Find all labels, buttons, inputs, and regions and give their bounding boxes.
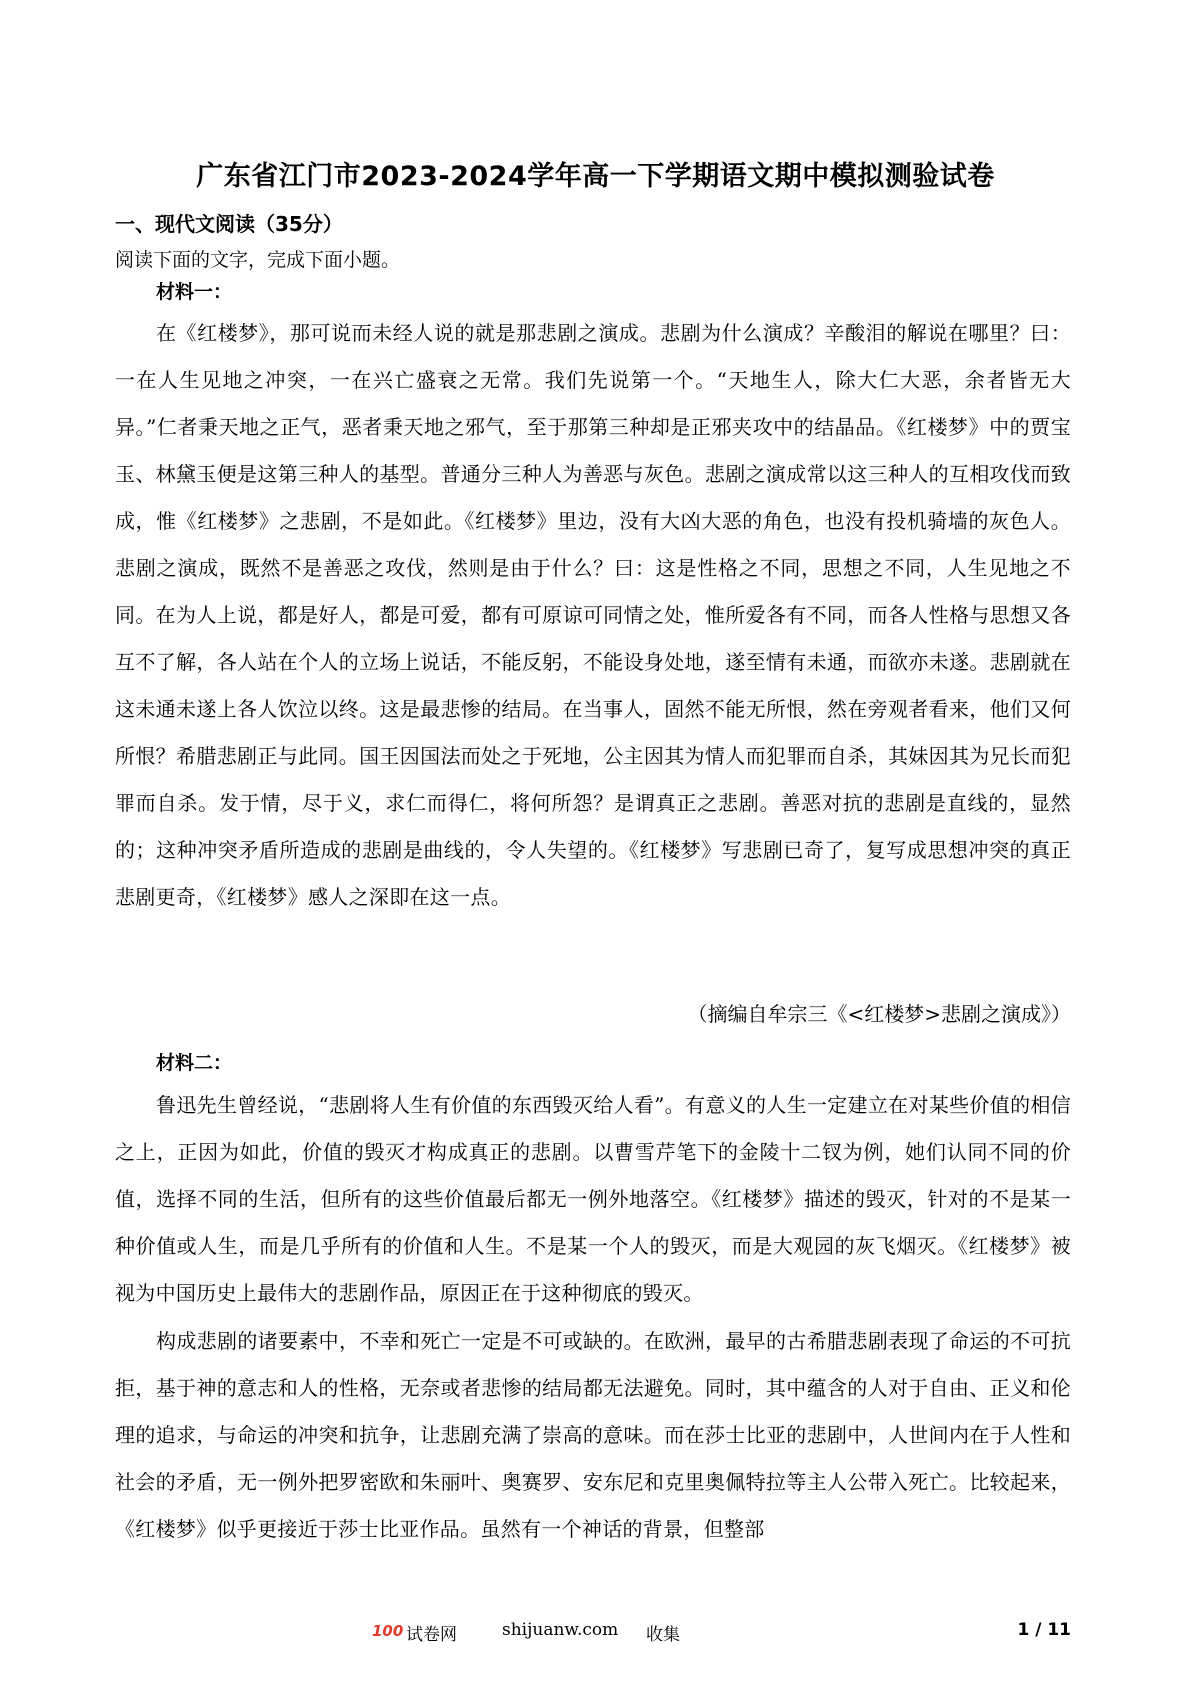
- material-one-citation: （摘编自牟宗三《<红楼梦>悲剧之演成》）: [687, 1002, 1071, 1026]
- footer-url-link[interactable]: shijuanw.com: [502, 1620, 619, 1640]
- page-footer: [0, 1618, 1191, 1648]
- material-one-label: 材料一：: [156, 281, 233, 303]
- reading-instruction: 阅读下面的文字，完成下面小题。: [115, 249, 401, 271]
- page-number: 1 / 11: [1017, 1620, 1071, 1640]
- site-logo-icon: 100: [372, 1622, 404, 1640]
- material-two-label: 材料二：: [156, 1052, 233, 1074]
- page-title: 广东省江门市2023-2024学年高一下学期语文期中模拟测验试卷: [196, 161, 995, 192]
- section-heading: 一、现代文阅读（35分）: [115, 212, 343, 236]
- footer-site-name[interactable]: 试卷网: [406, 1625, 457, 1645]
- material-two-paragraph-2: 构成悲剧的诸要素中，不幸和死亡一定是不可或缺的。在欧洲，最早的古希腊悲剧表现了命运的不可抗拒，基于神的意志和人的性格，无奈或者悲惨的结局都无法避免。同时，其中蕴含的人对于自由、正义和伦理的追求，与命运的冲突和抗争，让悲剧充满了崇高的意味。而在莎士比亚的悲剧中，人世间内在于人性和社会的矛盾，无一例外把罗密欧和朱丽叶、奥赛罗、安东尼和克里奥佩特拉等主人公带入死亡。比较起来，《红楼梦》似乎更接近于莎士比亚作品。虽然有一个神话的背景，但整部: [115, 1329, 1071, 1541]
- material-one-paragraph: 在《红楼梦》，那可说而未经人说的就是那悲剧之演成。悲剧为什么演成？辛酸泪的解说在哪里？曰：一在人生见地之冲突，一在兴亡盛衰之无常。我们先说第一个。“天地生人，除大仁大恶，余者皆无大异。”仁者秉天地之正气，恶者秉天地之邪气，至于那第三种却是正邪夹攻中的结晶品。《红楼梦》中的贾宝玉、林黛玉便是这第三种人的基型。普通分三种人为善恶与灰色。悲剧之演成常以这三种人的互相攻伐而致成，惟《红楼梦》之悲剧，不是如此。《红楼梦》里边，没有大凶大恶的角色，也没有投机骑墙的灰色人。悲剧之演成，既然不是善恶之攻伐，然则是由于什么？曰：这是性格之不同，思想之不同，人生见地之不同。在为人上说，都是好人，都是可爱，都有可原谅可同情之处，惟所爱各有不同，而各人性格与思想又各互不了解，各人站在个人的立场上说话，不能反躬，不能设身处地，遂至情有未通，而欲亦未遂。悲剧就在这未通未遂上各人饮泣以终。这是最悲惨的结局。在当事人，固然不能无所恨，然在旁观者看来，他们又何所恨？希腊悲剧正与此同。国王因国法而处之于死地，公主因其为情人而犯罪而自杀，其妹因其为兄长而犯罪而自杀。发于情，尽于义，求仁而得仁，将何所怨？是谓真正之悲剧。善恶对抗的悲剧是直线的，显然的；这种冲突矛盾所造成的悲剧是曲线的，令人失望的。《红楼梦》写悲剧已奇了，复写成思想冲突的真正悲剧更奇，《红楼梦》感人之深即在这一点。: [115, 321, 1071, 909]
- footer-collect-text: 收集: [646, 1625, 680, 1645]
- material-two-paragraph-1: 鲁迅先生曾经说，“悲剧将人生有价值的东西毁灭给人看”。有意义的人生一定建立在对某些价值的相信之上，正因为如此，价值的毁灭才构成真正的悲剧。以曹雪芹笔下的金陵十二钗为例，她们认同不同的价值，选择不同的生活，但所有的这些价值最后都无一例外地落空。《红楼梦》描述的毁灭，针对的不是某一种价值或人生，而是几乎所有的价值和人生。不是某一个人的毁灭，而是大观园的灰飞烟灭。《红楼梦》被视为中国历史上最伟大的悲剧作品，原因正在于这种彻底的毁灭。: [115, 1093, 1071, 1305]
